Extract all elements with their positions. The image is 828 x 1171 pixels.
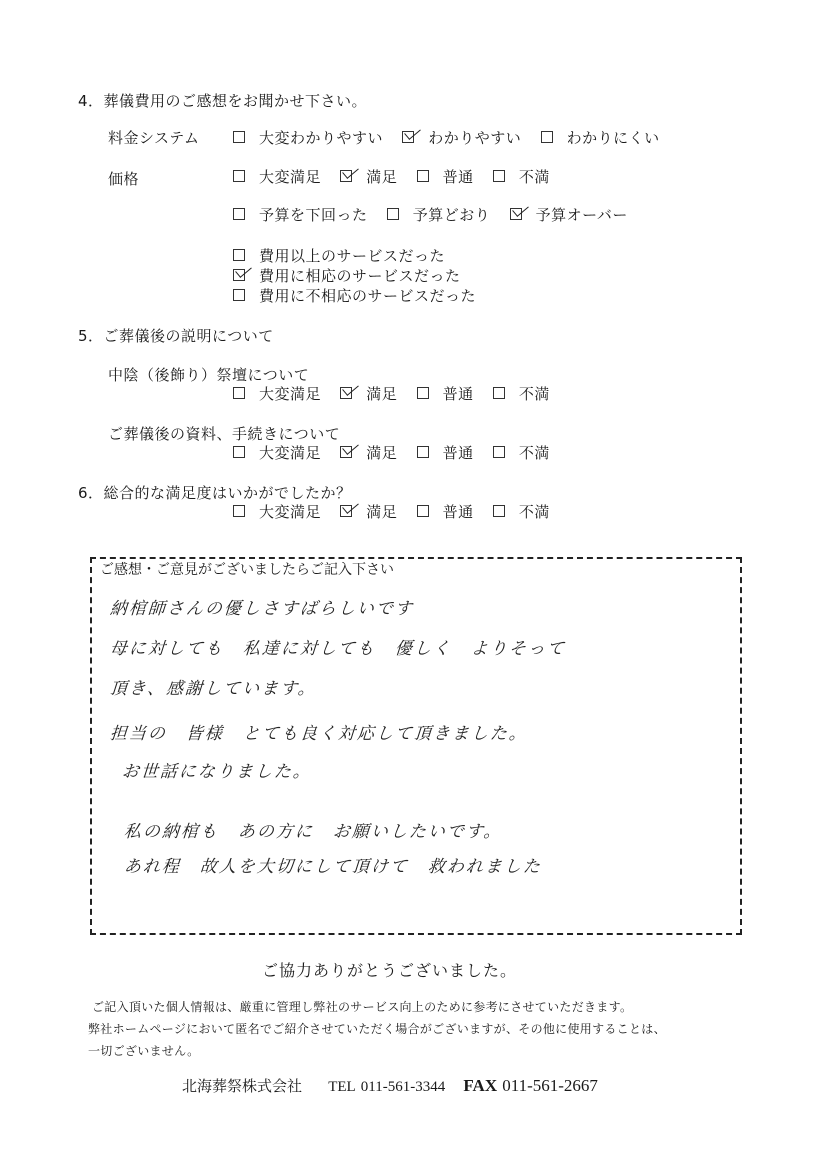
option-label: 普通 — [442, 444, 474, 462]
option-label: 費用に不相応のサービスだった — [259, 287, 477, 305]
checkbox-altar-very-satisfied[interactable] — [233, 387, 245, 399]
tel-number: 011-561-3344 — [360, 1079, 446, 1095]
comments-box[interactable] — [90, 557, 742, 935]
checkbox-over-budget[interactable] — [510, 208, 522, 220]
option-label: 不満 — [518, 385, 550, 403]
documents-options — [233, 442, 564, 463]
documents-label: ご葬儀後の資料、手続きについて — [108, 425, 341, 443]
checkbox-altar-normal[interactable] — [417, 387, 429, 399]
checkbox-altar-dissatisfied[interactable] — [493, 387, 505, 399]
option-label: 普通 — [442, 385, 474, 403]
comment-line: 担当の 皆様 とても良く対応して頂きました。 — [109, 724, 529, 744]
option-label: わかりやすい — [428, 129, 522, 147]
service-value-option-3 — [233, 285, 476, 306]
checkbox-service-above-cost[interactable] — [233, 249, 245, 261]
checkbox-service-below-cost[interactable] — [233, 289, 245, 301]
option-label: 大変満足 — [259, 385, 322, 403]
tel-label: TEL — [328, 1079, 356, 1095]
checkbox-price-very-satisfied[interactable] — [233, 170, 245, 182]
checkbox-price-normal[interactable] — [417, 170, 429, 182]
comment-line: 納棺師さんの優しさすばらしいです — [109, 599, 415, 619]
option-label: 大変満足 — [259, 503, 322, 521]
company-contact — [182, 1075, 598, 1096]
option-label: 予算を下回った — [259, 206, 368, 224]
option-label: 満足 — [366, 444, 398, 462]
option-label: 大変満足 — [259, 444, 322, 462]
checkbox-altar-satisfied[interactable] — [340, 387, 352, 399]
option-label: わかりにくい — [566, 129, 660, 147]
service-value-option-1 — [233, 245, 445, 266]
option-label: 費用に相応のサービスだった — [259, 267, 461, 285]
checkbox-under-budget[interactable] — [233, 208, 245, 220]
option-label: 普通 — [442, 503, 474, 521]
checkbox-fee-very-clear[interactable] — [233, 131, 245, 143]
option-label: 予算どおり — [412, 206, 491, 224]
checkbox-price-satisfied[interactable] — [340, 170, 352, 182]
option-label: 費用以上のサービスだった — [259, 247, 446, 265]
option-label: 不満 — [518, 168, 550, 186]
overall-options — [233, 501, 564, 522]
comment-line: 母に対しても 私達に対しても 優しく よりそって — [109, 639, 567, 659]
option-label: 不満 — [518, 503, 550, 521]
fee-system-label: 料金システム — [108, 129, 200, 147]
price-options — [233, 166, 564, 187]
option-label: 予算オーバー — [535, 206, 628, 224]
altar-label: 中陰（後飾り）祭壇について — [108, 366, 310, 384]
comment-line: お世話になりました。 — [121, 762, 313, 782]
privacy-notice-line: ご記入頂いた個人情報は、厳重に管理し弊社のサービス向上のために参考にさせていただきます。 — [92, 1000, 633, 1014]
checkbox-docs-satisfied[interactable] — [340, 446, 352, 458]
question-5-title: 5．ご葬儀後の説明について — [78, 327, 274, 345]
checkbox-fee-unclear[interactable] — [541, 131, 553, 143]
comment-line: 私の納棺も あの方に お願いしたいです。 — [123, 822, 504, 842]
company-name: 北海葬祭株式会社 — [182, 1077, 303, 1095]
privacy-notice-line: 弊社ホームページにおいて匿名でご紹介させていただく場合がございますが、その他に使用することは、 — [88, 1022, 666, 1036]
service-value-option-2 — [233, 265, 461, 286]
checkbox-overall-satisfied[interactable] — [340, 505, 352, 517]
comment-line: 頂き、感謝しています。 — [109, 679, 318, 699]
comment-line: あれ程 故人を大切にして頂けて 救われました — [123, 857, 543, 877]
checkbox-fee-clear[interactable] — [402, 131, 414, 143]
fax-label: FAX — [463, 1076, 498, 1095]
checkbox-docs-very-satisfied[interactable] — [233, 446, 245, 458]
option-label: 満足 — [366, 168, 398, 186]
option-label: 大変わかりやすい — [259, 129, 384, 147]
question-4-title: 4．葬儀費用のご感想をお聞かせ下さい。 — [78, 92, 368, 110]
altar-options — [233, 383, 564, 404]
checkbox-on-budget[interactable] — [387, 208, 399, 220]
checkbox-overall-very-satisfied[interactable] — [233, 505, 245, 517]
budget-options — [233, 204, 642, 225]
checkbox-overall-dissatisfied[interactable] — [493, 505, 505, 517]
fee-system-options — [233, 127, 674, 148]
option-label: 不満 — [518, 444, 550, 462]
option-label: 満足 — [366, 385, 398, 403]
privacy-notice-line: 一切ございません。 — [88, 1044, 200, 1058]
checkbox-service-matches-cost[interactable] — [233, 269, 245, 281]
option-label: 大変満足 — [259, 168, 322, 186]
checkbox-docs-dissatisfied[interactable] — [493, 446, 505, 458]
comments-title: ご感想・ご意見がございましたらご記入下さい — [100, 562, 394, 578]
option-label: 満足 — [366, 503, 398, 521]
fax-number: 011-561-2667 — [502, 1076, 598, 1095]
checkbox-docs-normal[interactable] — [417, 446, 429, 458]
checkbox-overall-normal[interactable] — [417, 505, 429, 517]
question-6-title: 6．総合的な満足度はいかがでしたか？ — [78, 484, 352, 502]
checkbox-price-dissatisfied[interactable] — [493, 170, 505, 182]
option-label: 普通 — [442, 168, 474, 186]
price-label: 価格 — [108, 170, 140, 188]
thanks-message: ご協力ありがとうございました。 — [262, 961, 518, 980]
